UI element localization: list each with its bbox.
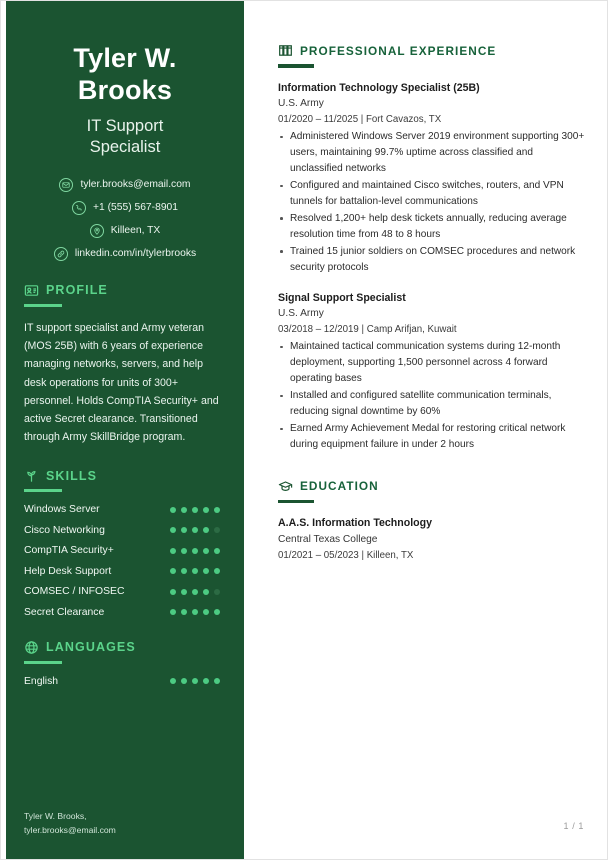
graduation-cap-icon (278, 479, 293, 494)
rating-dot (170, 548, 176, 554)
rating-dot (203, 548, 209, 554)
experience-bullet: Earned Army Achievement Medal for restoring critical network during equipment failure in under 2 hours (278, 421, 586, 453)
rating-dot (203, 568, 209, 574)
sprout-icon (24, 468, 39, 483)
rating-dot (203, 678, 209, 684)
experience-bullet: Trained 15 junior soldiers on COMSEC procedures and network security protocols (278, 244, 586, 276)
education-entry (278, 516, 586, 563)
experience-bullet: Maintained tactical communication systems during 12-month deployment, supporting 1,500 personnel across 4 forward operating bases (278, 339, 586, 387)
skills-heading-text: SKILLS (46, 468, 98, 483)
name-block (24, 1, 226, 158)
skill-row (24, 586, 226, 597)
rating-dot (181, 678, 187, 684)
section-skills (24, 468, 226, 618)
profile-heading-text: PROFILE (46, 283, 108, 298)
rating-dot (203, 609, 209, 615)
job-title-line1: IT Support (86, 116, 164, 135)
rating-dots (170, 678, 226, 684)
rating-dot (170, 507, 176, 513)
skill-row (24, 504, 226, 515)
envelope-icon (59, 178, 73, 192)
skill-row (24, 566, 226, 577)
rating-dot (192, 568, 198, 574)
languages-heading-text: LANGUAGES (46, 640, 136, 655)
education-entries (278, 516, 586, 563)
rating-dot (203, 507, 209, 513)
id-badge-icon (24, 283, 39, 298)
rating-dot (214, 507, 220, 513)
rating-dots (170, 589, 226, 595)
languages-list (24, 676, 226, 687)
rating-dots (170, 527, 226, 533)
profile-heading (24, 283, 226, 298)
candidate-name-line1: Tyler W. (73, 43, 177, 73)
rating-dot (181, 589, 187, 595)
experience-job-title: Information Technology Specialist (25B) (278, 81, 480, 94)
education-rule (278, 500, 314, 504)
skill-label: Help Desk Support (24, 565, 112, 577)
skill-label: Secret Clearance (24, 606, 105, 618)
skills-rule (24, 489, 62, 492)
rating-dot (214, 609, 220, 615)
experience-job-title: Signal Support Specialist (278, 291, 406, 304)
section-profile (24, 283, 226, 447)
experience-bullet-list (278, 129, 586, 275)
candidate-job-title (24, 116, 226, 158)
phone-icon (72, 201, 86, 215)
rating-dot (170, 568, 176, 574)
experience-employer: U.S. Army (278, 97, 324, 109)
rating-dot (214, 589, 220, 595)
language-label: English (24, 675, 59, 687)
education-institution: Central Texas College (278, 533, 378, 545)
link-icon (54, 247, 68, 261)
section-languages (24, 640, 226, 687)
rating-dot (192, 507, 198, 513)
contact-phone[interactable] (24, 201, 226, 215)
rating-dot (203, 527, 209, 533)
experience-bullet: Installed and configured satellite communication terminals, reducing signal downtime by 60% (278, 388, 586, 420)
skill-label: Windows Server (24, 504, 100, 516)
location-pin-icon (90, 224, 104, 238)
rating-dot (192, 548, 198, 554)
rating-dots (170, 568, 226, 574)
education-heading-text: EDUCATION (300, 479, 379, 494)
sidebar (6, 1, 244, 860)
page-number: 1 / 1 (563, 821, 584, 831)
experience-entries (278, 81, 586, 453)
main-content (244, 1, 608, 860)
education-degree: A.A.S. Information Technology (278, 517, 433, 530)
education-heading (278, 479, 586, 494)
rating-dots (170, 609, 226, 615)
rating-dot (203, 589, 209, 595)
rating-dot (181, 548, 187, 554)
contact-email-text: tyler.brooks@email.com (80, 179, 191, 191)
contact-linkedin[interactable] (24, 247, 226, 261)
section-education (278, 479, 586, 563)
contact-list (24, 178, 226, 261)
sidebar-footer-email: tyler.brooks@email.com (24, 824, 116, 835)
contact-linkedin-text: linkedin.com/in/tylerbrooks (74, 248, 197, 260)
experience-rule (278, 64, 314, 68)
candidate-name (24, 43, 226, 107)
rating-dot (192, 589, 198, 595)
skill-row (24, 607, 226, 618)
experience-dates-location: 03/2018 – 12/2019 | Camp Arifjan, Kuwait (278, 323, 457, 335)
sidebar-footer-name: Tyler W. Brooks, (24, 811, 87, 822)
experience-heading (278, 43, 586, 58)
contact-phone-text: +1 (555) 567-8901 (92, 202, 178, 214)
skill-row (24, 525, 226, 536)
profile-text: IT support specialist and Army veteran (MOS 25B) with 6 years of experience managing networks, servers, and help desk operations for units of 300+ personnel. Holds CompTIA Security+ and active Secret clearance. Transitioned through Army SkillBridge program. (24, 321, 219, 444)
rating-dot (170, 589, 176, 595)
skills-list (24, 504, 226, 618)
skills-heading (24, 468, 226, 483)
skill-label: CompTIA Security+ (24, 545, 114, 557)
education-dates-location: 01/2021 – 05/2023 | Killeen, TX (278, 549, 414, 561)
rating-dots (170, 548, 226, 554)
skill-row (24, 545, 226, 556)
rating-dot (181, 507, 187, 513)
experience-dates-location: 01/2020 – 11/2025 | Fort Cavazos, TX (278, 113, 442, 125)
contact-location-text: Killeen, TX (110, 225, 161, 237)
candidate-name-line2: Brooks (77, 74, 173, 105)
rating-dot (170, 527, 176, 533)
contact-email[interactable] (24, 178, 226, 192)
profile-rule (24, 304, 62, 307)
rating-dot (214, 548, 220, 554)
rating-dot (214, 527, 220, 533)
experience-bullet: Configured and maintained Cisco switches, routers, and VPN tunnels for battalion-level communications (278, 178, 586, 210)
contact-location (24, 224, 226, 238)
experience-heading-text: PROFESSIONAL EXPERIENCE (300, 43, 497, 58)
rating-dot (192, 527, 198, 533)
job-title-line2: Specialist (89, 137, 161, 156)
rating-dot (214, 678, 220, 684)
globe-icon (24, 640, 39, 655)
section-experience (278, 43, 586, 453)
rating-dot (170, 678, 176, 684)
experience-bullet: Administered Windows Server 2019 environment supporting 300+ users, maintaining 99.7% uptime across classified and unclassified networks (278, 129, 586, 177)
languages-heading (24, 640, 226, 655)
rating-dot (181, 568, 187, 574)
rating-dot (214, 568, 220, 574)
rating-dot (170, 609, 176, 615)
experience-bullet-list (278, 339, 586, 453)
experience-entry (278, 81, 586, 276)
experience-employer: U.S. Army (278, 307, 324, 319)
skill-label: COMSEC / INFOSEC (24, 586, 125, 598)
rating-dot (192, 609, 198, 615)
books-icon (278, 43, 293, 58)
rating-dots (170, 507, 226, 513)
rating-dot (181, 527, 187, 533)
rating-dot (192, 678, 198, 684)
skill-label: Cisco Networking (24, 524, 105, 536)
experience-bullet: Resolved 1,200+ help desk tickets annually, reducing average resolution time from 48 to 8 hours (278, 211, 586, 243)
rating-dot (181, 609, 187, 615)
language-row (24, 676, 226, 687)
experience-entry (278, 291, 586, 453)
sidebar-footer (24, 810, 116, 837)
languages-rule (24, 661, 62, 664)
